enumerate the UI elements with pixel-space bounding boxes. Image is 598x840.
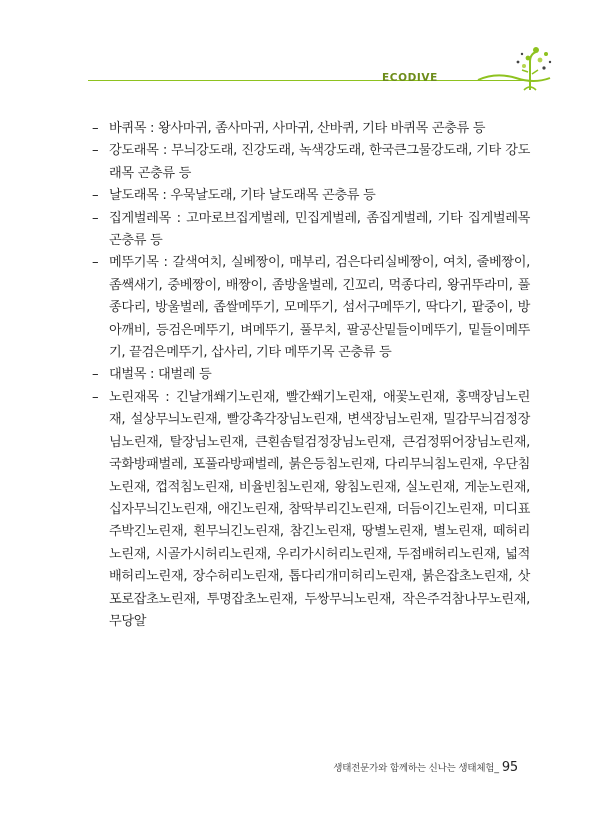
list-item: – 집게벌레목 : 고마로브집게벌레, 민집게벌레, 좀집게벌레, 기타 집게벌레목 곤충류 등: [92, 210, 530, 249]
list-item: – 날도래목 : 우묵날도래, 기타 날도래목 곤충류 등: [92, 188, 376, 204]
list-item: – 대벌목 : 대벌레 등: [92, 367, 212, 383]
ecodive-logo-icon: [476, 44, 584, 96]
page-footer: [333, 760, 518, 775]
header-rule: [88, 80, 526, 81]
list-item: – 바퀴목 : 왕사마귀, 좀사마귀, 사마귀, 산바퀴, 기타 바퀴목 곤충류 등: [92, 121, 486, 136]
species-list: [92, 118, 530, 633]
logo-text: ECODIVE: [382, 72, 438, 84]
list-item: – 노린재목 : 긴날개쐐기노린재, 빨간쐐기노린재, 애꽃노린재, 홍맥장님노린재, 설상무늬노린재, 빨강촉각장님노린재, 변색장님노린재, 밀감무늬검정장님노린재, 탈장님노린재, 큰흰솜털검정장님노린재, 큰검정뛰어장님노린재, 국화방패벌레, 포풀라방패벌레, 붉은등침노린재, 다리무늬침노린재, 우단침노린재, 껍적침노린재, 비율빈침노린재, 왕침노린재, 실노린재, 게눈노린재, 십자무늬긴노린재, 애긴노린재, 참딱부리긴노린재, 더듬이긴노린재, 미디표주박긴노린재, 흰무늬긴노린재, 참긴노린재, 땅별노린재, 별노린재, 떼허리노린재, 시골가시허리노린재, 우리가시허리노린재, 두점배허리노린재, 넓적배허리노린재, 장수허리노린재, 톱다리개미허리노린재, 붉은잡초노린재, 삿포로잡초노린재, 투명잡초노린재, 두쌍무늬노린재, 작은주걱참나무노린재, 무당알: [92, 389, 530, 629]
list-item: – 메뚜기목 : 갈색여치, 실베짱이, 매부리, 검은다리실베짱이, 여치, 줄베짱이, 좀쌕새기, 중베짱이, 배짱이, 좀방울벌레, 긴꼬리, 먹종다리, 왕귀뚜라미, 풀종다리, 방울벌레, 좁쌀메뚜기, 모메뚜기, 섬서구메뚜기, 딱다기, 팥중이, 방아깨비, 등검은메뚜기, 벼메뚜기, 풀무치, 팔공산밑들이메뚜기, 밑들이메뚜기, 끝검은메뚜기, 삽사리, 기타 메뚜기목 곤충류 등: [92, 255, 530, 361]
running-title: 생태전문가와 함께하는 신나는 생태체험_: [333, 763, 499, 774]
page-number: 95: [501, 760, 518, 775]
list-item: – 강도래목 : 무늬강도래, 진강도래, 녹색강도래, 한국큰그물강도래, 기타 강도래목 곤충류 등: [92, 143, 530, 181]
